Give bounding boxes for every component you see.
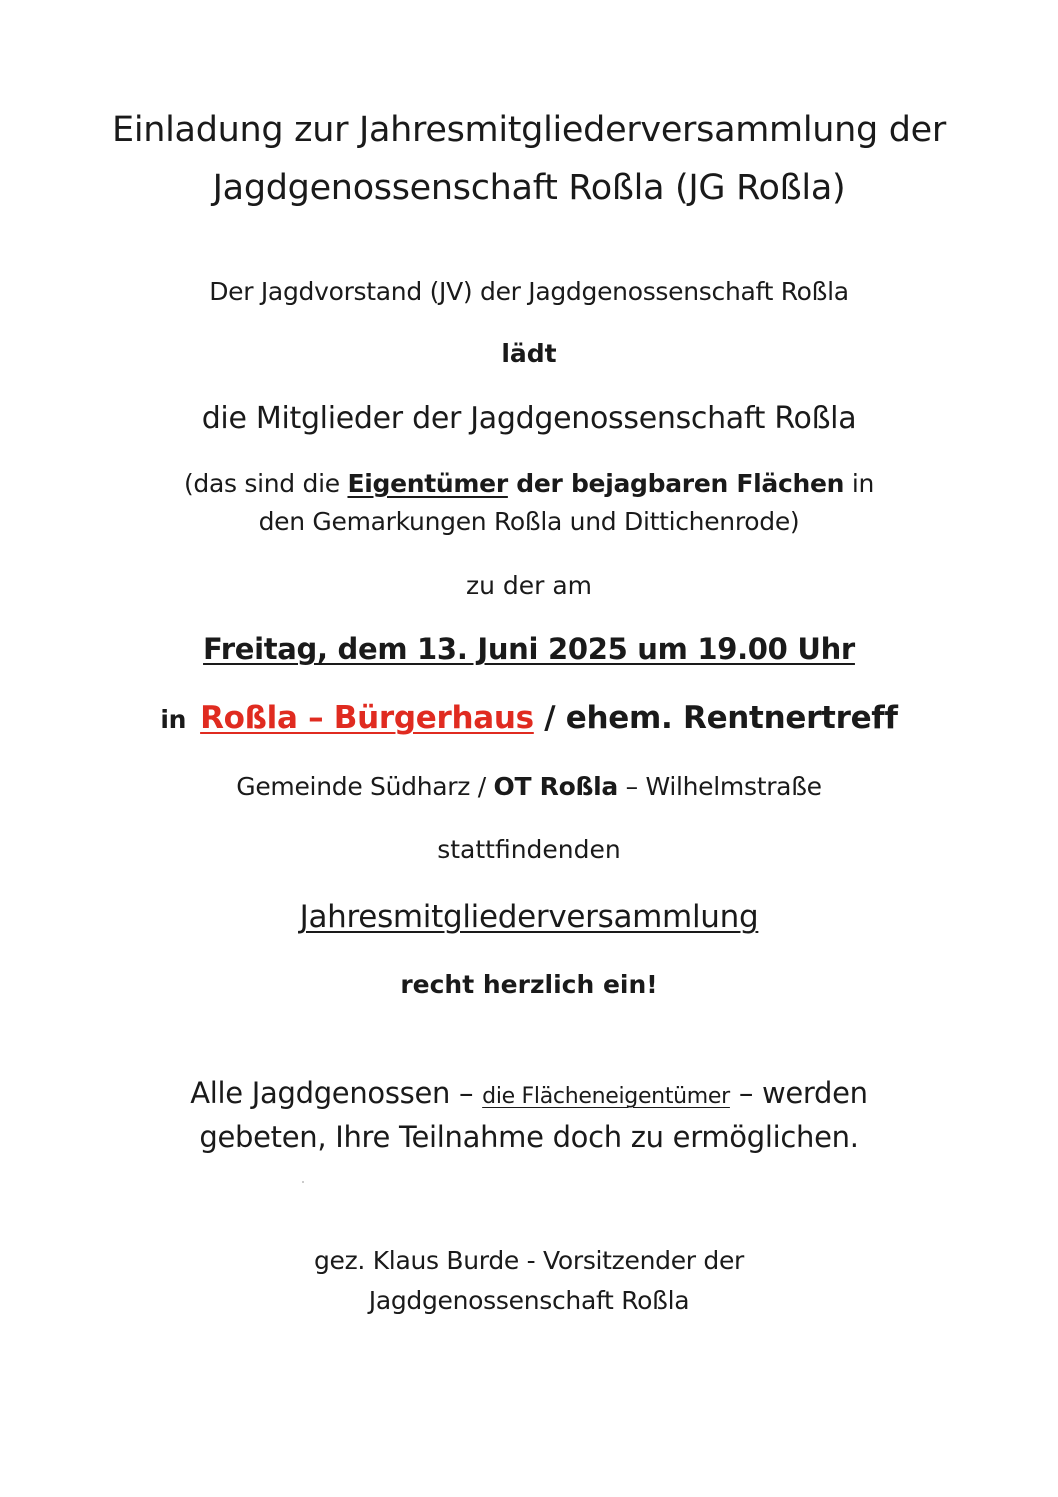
location-name: Roßla – Bürgerhaus [200, 700, 534, 736]
inviter-line: Der Jagdvorstand (JV) der Jagdgenossenschaft Roßla [209, 277, 849, 306]
signature-line-1: gez. Klaus Burde - Vorsitzender der [313, 1246, 745, 1275]
members-line: die Mitglieder der Jagdgenossenschaft Roßla [201, 401, 857, 436]
street-name: – Wilhelmstraße [617, 772, 822, 801]
title-line-1: Einladung zur Jahresmitgliederversammlung der [112, 110, 946, 150]
appeal-line-1 [0, 1077, 1058, 1110]
title-line-2: Jagdgenossenschaft Roßla (JG Roßla) [212, 168, 846, 208]
invites-word: lädt [501, 339, 557, 368]
cordially-line: recht herzlich ein! [400, 970, 658, 999]
appeal-prefix: Alle Jagdgenossen – [190, 1076, 483, 1110]
huntable-areas-text: der bejagbaren Flächen [507, 469, 845, 498]
location-alias: / ehem. Rentnertreff [533, 700, 898, 736]
appeal-suffix: – werden [729, 1076, 868, 1110]
taking-place-line: stattfindenden [437, 835, 621, 864]
meeting-date-text: Freitag, dem 13. Juni 2025 um 19.00 Uhr [203, 632, 855, 666]
owners-note-line-1 [0, 470, 1058, 499]
assembly-heading-text: Jahresmitgliederversammlung [299, 899, 759, 935]
scan-speck [302, 1181, 304, 1183]
owners-note-prefix: (das sind die [183, 469, 348, 498]
landowners-note: die Flächeneigentümer [482, 1084, 730, 1109]
meeting-location [0, 701, 1058, 737]
municipality-line [0, 773, 1058, 802]
owners-note-line-2: den Gemarkungen Roßla und Dittichenrode) [258, 507, 800, 536]
owners-emphasis: Eigentümer [347, 469, 508, 498]
location-prefix: in [160, 705, 187, 734]
owners-note-suffix: in [844, 469, 875, 498]
signature-line-2: Jagdgenossenschaft Roßla [368, 1286, 690, 1315]
at-line: zu der am [465, 571, 593, 600]
meeting-date [0, 633, 1058, 666]
appeal-line-2: gebeten, Ihre Teilnahme doch zu ermöglichen. [199, 1120, 859, 1154]
municipality-name: Gemeinde Südharz / [236, 772, 494, 801]
district-name: OT Roßla [493, 772, 618, 801]
assembly-heading [0, 900, 1058, 936]
